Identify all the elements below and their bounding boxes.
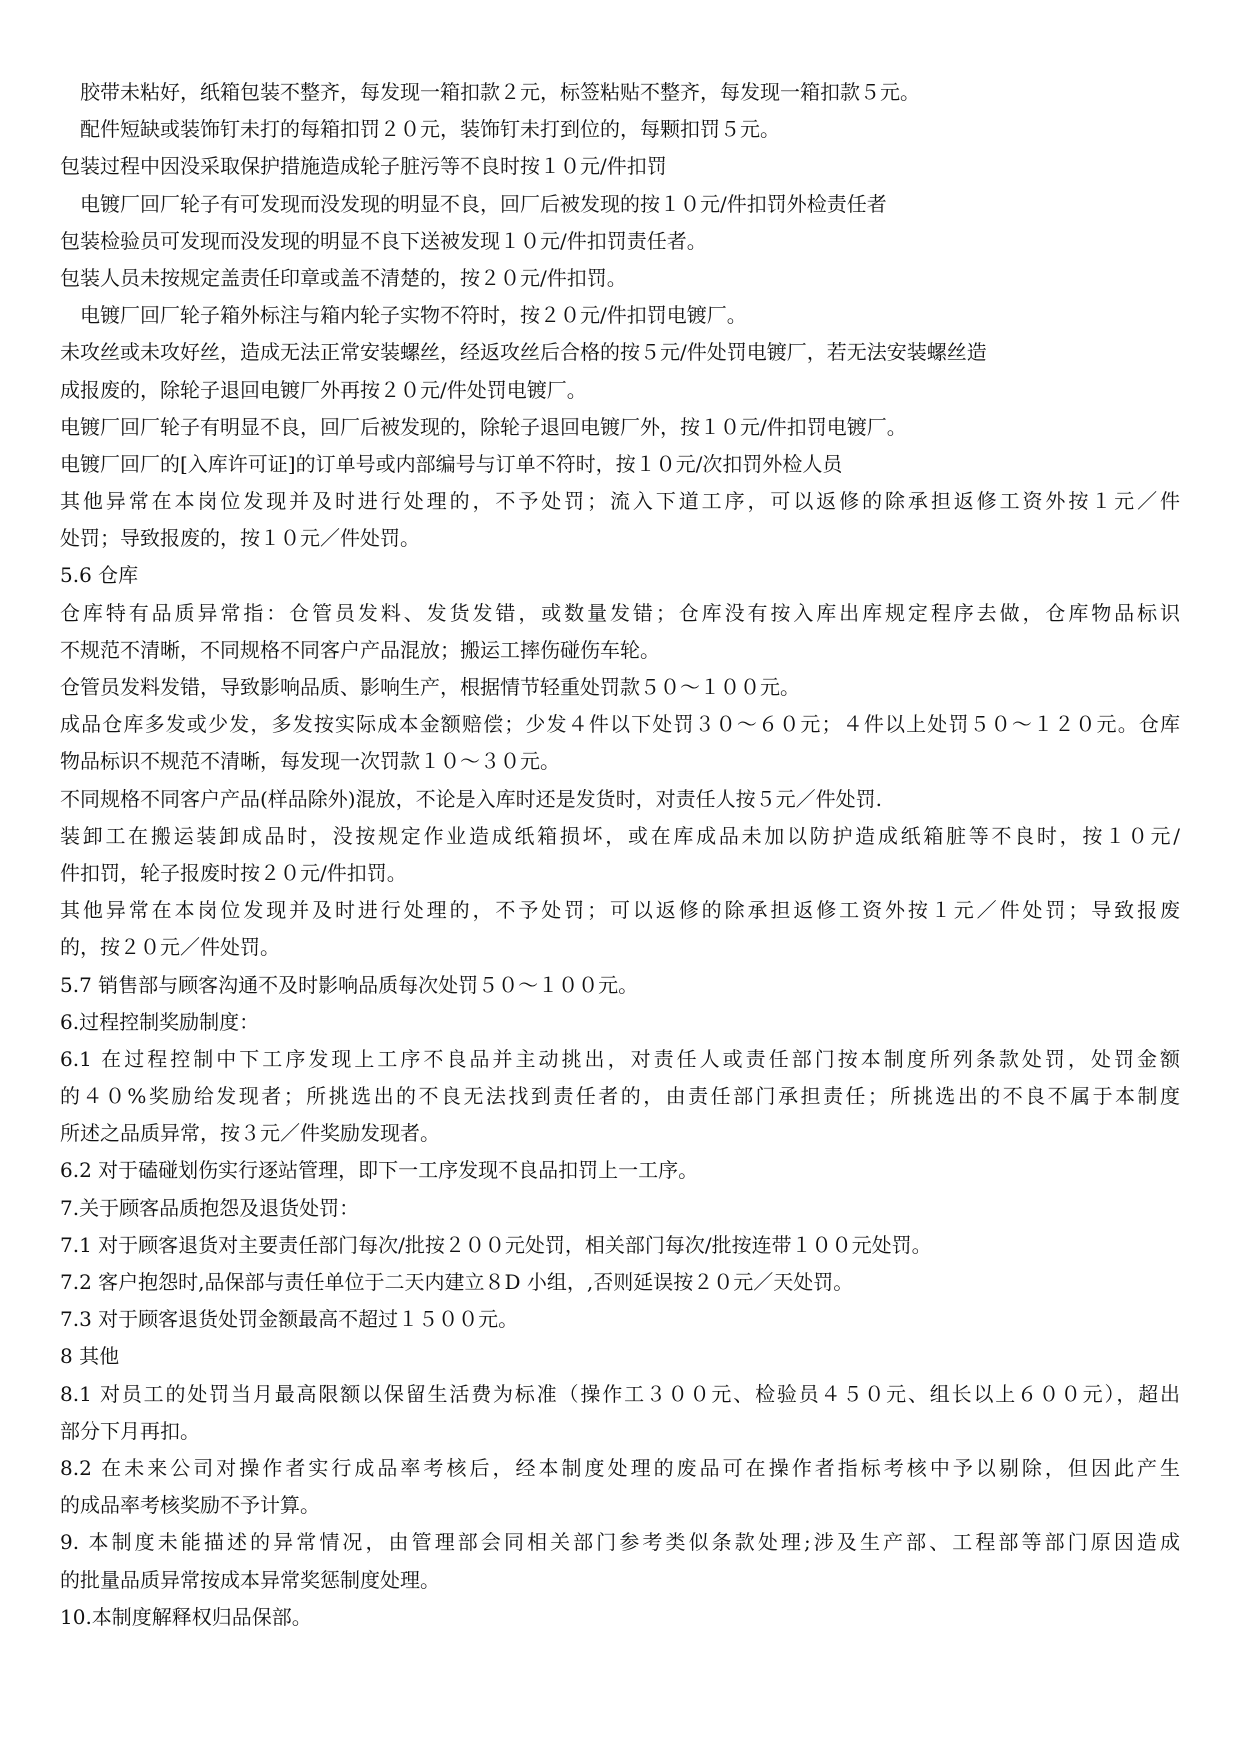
document-line: 10.本制度解释权归品保部。 <box>60 1604 312 1629</box>
document-line: 包装检验员可发现而没发现的明显不良下送被发现１０元/件扣罚责任者。 <box>60 228 707 253</box>
document-line: 部分下月再扣。 <box>60 1418 200 1443</box>
document-line: 电镀厂回厂轮子有明显不良，回厂后被发现的，除轮子退回电镀厂外，按１０元/件扣罚电镀厂。 <box>60 414 907 439</box>
document-line: 物品标识不规范不清晰，每发现一次罚款１０～３０元。 <box>60 749 560 774</box>
document-line: 7.3 对于顾客退货处罚金额最高不超过１５００元。 <box>60 1307 519 1332</box>
document-line: 6.过程控制奖励制度： <box>60 1009 260 1034</box>
document-line: 7.2 客户抱怨时,品保部与责任单位于二天内建立８D 小组，,否则延误按２０元／天处罚。 <box>60 1270 854 1294</box>
document-line: 6.1 在过程控制中下工序发现上工序不良品并主动挑出，对责任人或责任部门按本制度所列条款处罚，处罚金额 <box>60 1046 1180 1071</box>
document-line: 7.1 对于顾客退货对主要责任部门每次/批按２００元处罚，相关部门每次/批按连带１００元处罚。 <box>60 1232 932 1257</box>
document-line: 5.7 销售部与顾客沟通不及时影响品质每次处罚５０～１００元。 <box>60 972 639 997</box>
document-line: 仓管员发料发错，导致影响品质、影响生产，根据情节轻重处罚款５０～１００元。 <box>60 675 800 699</box>
document-line: 件扣罚，轮子报废时按２０元/件扣罚。 <box>60 860 407 885</box>
document-line: 配件短缺或装饰钉未打的每箱扣罚２０元，装饰钉未打到位的，每颗扣罚５元。 <box>60 117 780 142</box>
document-line: 仓库特有品质异常指：仓管员发料、发货发错，或数量发错；仓库没有按入库出库规定程序去做，仓库物品标识 <box>60 600 1180 625</box>
document-line: 5.6 仓库 <box>60 563 139 588</box>
document-line: 9. 本制度未能描述的异常情况，由管理部会同相关部门参考类似条款处理;涉及生产部、工程部等部门原因造成 <box>60 1530 1180 1555</box>
document-line: 电镀厂回厂轮子有可发现而没发现的明显不良，回厂后被发现的按１０元/件扣罚外检责任者 <box>60 191 887 216</box>
document-line: 电镀厂回厂轮子箱外标注与箱内轮子实物不符时，按２０元/件扣罚电镀厂。 <box>60 303 747 328</box>
document-line: 所述之品质异常，按３元／件奖励发现者。 <box>60 1121 440 1146</box>
document-line: 包装人员未按规定盖责任印章或盖不清楚的，按２０元/件扣罚。 <box>60 265 627 290</box>
document-line: 成报废的，除轮子退回电镀厂外再按２０元/件处罚电镀厂。 <box>60 377 587 402</box>
document-line: 8.1 对员工的处罚当月最高限额以保留生活费为标准（操作工３００元、检验员４５０元、组长以上６００元），超出 <box>60 1381 1180 1406</box>
document-line: 的４０%奖励给发现者；所挑选出的不良无法找到责任者的，由责任部门承担责任；所挑选出的不良不属于本制度 <box>60 1084 1180 1109</box>
document-line: 不同规格不同客户产品(样品除外)混放，不论是入库时还是发货时，对责任人按５元／件处罚. <box>60 786 882 811</box>
document-line: 不规范不清晰，不同规格不同客户产品混放；搬运工摔伤碰伤车轮。 <box>60 637 660 662</box>
document-line: 7.关于顾客品质抱怨及退货处罚： <box>60 1195 360 1220</box>
document-line: 包装过程中因没采取保护措施造成轮子脏污等不良时按１０元/件扣罚 <box>60 154 667 179</box>
document-line: 成品仓库多发或少发，多发按实际成本金额赔偿；少发４件以下处罚３０～６０元；４件以上处罚５０～１２０元。仓库 <box>60 712 1180 737</box>
document-line: 电镀厂回厂的[入库许可证]的订单号或内部编号与订单不符时，按１０元/次扣罚外检人员 <box>60 451 843 476</box>
document-line: 胶带未粘好，纸箱包装不整齐，每发现一箱扣款２元，标签粘贴不整齐，每发现一箱扣款５元。 <box>60 80 920 104</box>
document-line: 的批量品质异常按成本异常奖惩制度处理。 <box>60 1567 440 1592</box>
document-line: 的成品率考核奖励不予计算。 <box>60 1493 320 1518</box>
document-line: 的，按２０元／件处罚。 <box>60 935 280 960</box>
document-line: 处罚；导致报废的，按１０元／件处罚。 <box>60 526 420 551</box>
document-body <box>60 74 1180 1636</box>
document-line: 8.2 在未来公司对操作者实行成品率考核后，经本制度处理的废品可在操作者指标考核中予以剔除，但因此产生 <box>60 1455 1180 1480</box>
document-line: 6.2 对于磕碰划伤实行逐站管理，即下一工序发现不良品扣罚上一工序。 <box>60 1158 699 1183</box>
document-line: 未攻丝或未攻好丝，造成无法正常安装螺丝，经返攻丝后合格的按５元/件处罚电镀厂，若无法安装螺丝造 <box>60 340 987 365</box>
document-line: 其他异常在本岗位发现并及时进行处理的，不予处罚；可以返修的除承担返修工资外按１元／件处罚；导致报废 <box>60 898 1180 923</box>
document-line: 其他异常在本岗位发现并及时进行处理的，不予处罚；流入下道工序，可以返修的除承担返修工资外按１元／件 <box>60 489 1180 514</box>
document-line: 装卸工在搬运装卸成品时，没按规定作业造成纸箱损坏，或在库成品未加以防护造成纸箱脏等不良时，按１０元/ <box>60 823 1180 848</box>
document-line: 8 其他 <box>60 1344 120 1369</box>
